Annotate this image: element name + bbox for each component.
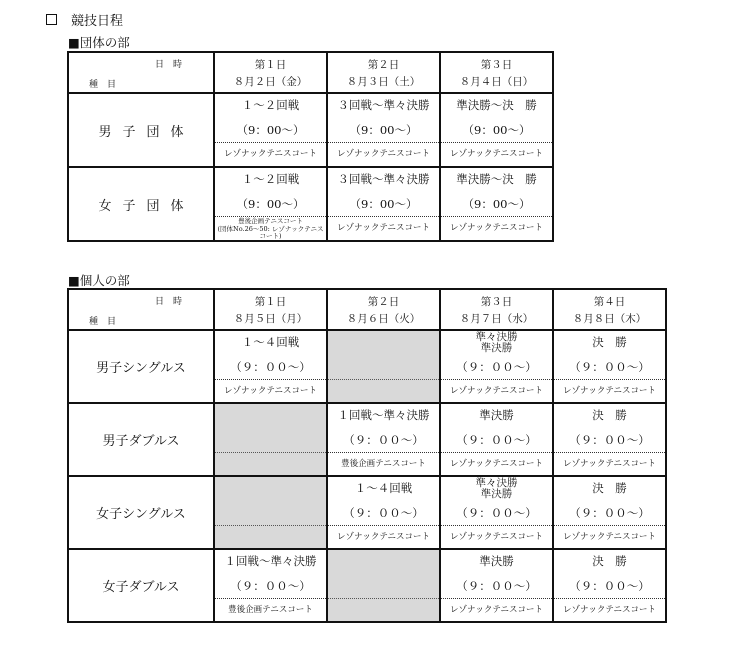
round-text: １回戦～準々決勝 xyxy=(224,554,317,568)
schedule-cell xyxy=(327,167,440,241)
header-row xyxy=(68,289,666,330)
schedule-cell xyxy=(553,549,666,622)
round-text: 準々決勝 準決勝 xyxy=(475,331,518,354)
round-text xyxy=(215,477,326,501)
round-text: 決 勝 xyxy=(592,335,627,349)
day-date: ８月２日（金） xyxy=(233,76,308,88)
corner-event-label: 種目 xyxy=(89,317,126,327)
day-header-cell xyxy=(327,289,440,330)
page-title xyxy=(46,10,123,29)
venue-text: レゾナックテニスコート xyxy=(450,459,543,469)
start-time: （9：00～） xyxy=(215,118,326,143)
schedule-cell xyxy=(553,330,666,403)
cell-content xyxy=(328,477,439,548)
round-text: ３回戦～準々決勝 xyxy=(337,98,430,112)
schedule-cell xyxy=(440,93,553,167)
day-number: 第３日 xyxy=(480,59,513,71)
venue-text: レゾナックテニスコート xyxy=(224,386,317,396)
round-text xyxy=(328,550,439,574)
event-label: 男子シングルス xyxy=(96,361,186,376)
event-label-cell xyxy=(68,476,214,549)
round-text: １回戦～準々決勝 xyxy=(337,408,430,422)
start-time: （９：００～） xyxy=(554,428,665,453)
round-text: １～２回戦 xyxy=(241,172,300,186)
start-time: （9：00～） xyxy=(328,118,439,143)
start-time: （９：００～） xyxy=(328,428,439,453)
schedule-row xyxy=(68,167,553,241)
cell-content xyxy=(441,331,552,402)
round-text: １～４回戦 xyxy=(354,481,413,495)
day-header-cell xyxy=(553,289,666,330)
event-label-cell xyxy=(68,549,214,622)
start-time: （9：00～） xyxy=(441,192,552,217)
cell-content xyxy=(441,94,552,165)
schedule-cell xyxy=(214,167,327,241)
schedule-row xyxy=(68,403,666,476)
event-label: 男子団体 xyxy=(98,124,195,140)
day-number: 第３日 xyxy=(480,296,513,308)
venue-text xyxy=(215,526,326,548)
cell-content xyxy=(441,477,552,548)
schedule-cell xyxy=(214,330,327,403)
cell-content xyxy=(215,168,326,240)
day-date: ８月５日（月） xyxy=(233,313,308,325)
round-text xyxy=(328,331,439,355)
schedule-cell xyxy=(327,403,440,476)
schedule-cell xyxy=(440,330,553,403)
schedule-cell xyxy=(553,476,666,549)
day-header-cell xyxy=(214,289,327,330)
day-date: ８月６日（火） xyxy=(346,313,421,325)
schedule-cell xyxy=(440,476,553,549)
cell-content xyxy=(215,331,326,402)
schedule-cell xyxy=(327,476,440,549)
schedule-row xyxy=(68,93,553,167)
event-label-cell xyxy=(68,93,214,167)
venue-text: 豊後企画テニスコート xyxy=(228,605,313,615)
corner-datetime-label: 日時 xyxy=(154,60,191,70)
start-time: （９：００～） xyxy=(554,355,665,380)
schedule-cell xyxy=(553,403,666,476)
round-text: 準決勝～決 勝 xyxy=(456,98,537,112)
cell-content xyxy=(554,477,665,548)
start-time: （9：00～） xyxy=(328,192,439,217)
round-text: 準決勝～決 勝 xyxy=(456,172,537,186)
event-label-cell xyxy=(68,403,214,476)
event-label-cell xyxy=(68,330,214,403)
team-schedule-table xyxy=(67,51,554,242)
cell-content xyxy=(328,550,439,621)
venue-text: レゾナックテニスコート xyxy=(563,605,656,615)
venue-text: レゾナックテニスコート xyxy=(563,386,656,396)
empty-cell xyxy=(327,330,440,403)
corner-datetime-label: 日時 xyxy=(154,297,191,307)
venue-text: レゾナックテニスコート xyxy=(224,149,317,159)
round-text xyxy=(215,404,326,428)
day-date: ８月８日（木） xyxy=(572,313,647,325)
round-text: 決 勝 xyxy=(592,408,627,422)
cell-content xyxy=(328,404,439,475)
cell-content xyxy=(441,168,552,239)
day-header-cell xyxy=(327,52,440,93)
day-number: 第２日 xyxy=(367,296,400,308)
cell-content xyxy=(215,94,326,165)
start-time xyxy=(215,428,326,453)
venue-text: レゾナックテニスコート xyxy=(450,149,543,159)
schedule-cell xyxy=(214,549,327,622)
start-time: （９：００～） xyxy=(215,574,326,599)
schedule-cell xyxy=(440,549,553,622)
start-time: （９：００～） xyxy=(441,574,552,599)
empty-cell xyxy=(214,403,327,476)
venue-text xyxy=(328,380,439,402)
event-label: 女子団体 xyxy=(98,198,195,214)
start-time: （９：００～） xyxy=(554,501,665,526)
page-title-text: 競技日程 xyxy=(71,14,124,29)
start-time: （９：００～） xyxy=(441,428,552,453)
venue-text: 豊後企画テニスコート (団体No.26～50: レゾナックテニスコート) xyxy=(217,217,324,240)
schedule-row xyxy=(68,330,666,403)
schedule-row xyxy=(68,549,666,622)
round-text: 決 勝 xyxy=(592,481,627,495)
start-time: （9：00～） xyxy=(441,118,552,143)
venue-text: 豊後企画テニスコート xyxy=(341,459,426,469)
cell-content xyxy=(441,550,552,621)
schedule-cell xyxy=(214,93,327,167)
empty-cell xyxy=(327,549,440,622)
day-number: 第４日 xyxy=(593,296,626,308)
cell-content xyxy=(554,331,665,402)
header-corner-cell xyxy=(68,52,214,93)
day-number: 第２日 xyxy=(367,59,400,71)
start-time: （9：00～） xyxy=(215,192,326,217)
event-label: 女子シングルス xyxy=(96,507,186,522)
individual-section-heading: ■個人の部 xyxy=(68,273,130,288)
header-row xyxy=(68,52,553,93)
team-section-heading: ■団体の部 xyxy=(68,35,130,50)
venue-text: レゾナックテニスコート xyxy=(337,223,430,233)
individual-schedule-table xyxy=(67,288,667,623)
checkbox-icon xyxy=(46,14,57,25)
venue-text: レゾナックテニスコート xyxy=(450,605,543,615)
schedule-row xyxy=(68,476,666,549)
round-text: １～２回戦 xyxy=(241,98,300,112)
day-date: ８月４日（日） xyxy=(459,76,534,88)
day-number: 第１日 xyxy=(254,59,287,71)
corner-event-label: 種目 xyxy=(89,80,126,90)
start-time: （９：００～） xyxy=(215,355,326,380)
day-date: ８月７日（水） xyxy=(459,313,534,325)
venue-text: レゾナックテニスコート xyxy=(450,532,543,542)
schedule-cell xyxy=(440,403,553,476)
round-text: 準決勝 xyxy=(479,554,514,568)
venue-text: レゾナックテニスコート xyxy=(337,532,430,542)
cell-content xyxy=(328,331,439,402)
cell-content xyxy=(328,168,439,239)
empty-cell xyxy=(214,476,327,549)
schedule-cell xyxy=(440,167,553,241)
cell-content xyxy=(215,477,326,548)
start-time: （９：００～） xyxy=(554,574,665,599)
day-date: ８月３日（土） xyxy=(346,76,421,88)
day-header-cell xyxy=(440,52,553,93)
venue-text xyxy=(215,453,326,475)
venue-text: レゾナックテニスコート xyxy=(337,149,430,159)
day-number: 第１日 xyxy=(254,296,287,308)
round-text: ３回戦～準々決勝 xyxy=(337,172,430,186)
venue-text: レゾナックテニスコート xyxy=(450,386,543,396)
day-header-cell xyxy=(214,52,327,93)
round-text: １～４回戦 xyxy=(241,335,300,349)
cell-content xyxy=(215,404,326,475)
event-label: 女子ダブルス xyxy=(102,580,180,595)
venue-text: レゾナックテニスコート xyxy=(450,223,543,233)
cell-content xyxy=(554,550,665,621)
cell-content xyxy=(215,550,326,621)
round-text: 準々決勝 準決勝 xyxy=(475,477,518,500)
round-text: 決 勝 xyxy=(592,554,627,568)
start-time xyxy=(328,574,439,599)
venue-text: レゾナックテニスコート xyxy=(563,459,656,469)
start-time: （９：００～） xyxy=(441,355,552,380)
cell-content xyxy=(441,404,552,475)
day-header-cell xyxy=(440,289,553,330)
start-time xyxy=(328,355,439,380)
venue-text: レゾナックテニスコート xyxy=(563,532,656,542)
start-time: （９：００～） xyxy=(441,501,552,526)
start-time xyxy=(215,501,326,526)
round-text: 準決勝 xyxy=(479,408,514,422)
start-time: （９：００～） xyxy=(328,501,439,526)
cell-content xyxy=(554,404,665,475)
event-label: 男子ダブルス xyxy=(102,434,180,449)
header-corner-cell xyxy=(68,289,214,330)
schedule-cell xyxy=(327,93,440,167)
venue-text xyxy=(328,599,439,621)
cell-content xyxy=(328,94,439,165)
event-label-cell xyxy=(68,167,214,241)
